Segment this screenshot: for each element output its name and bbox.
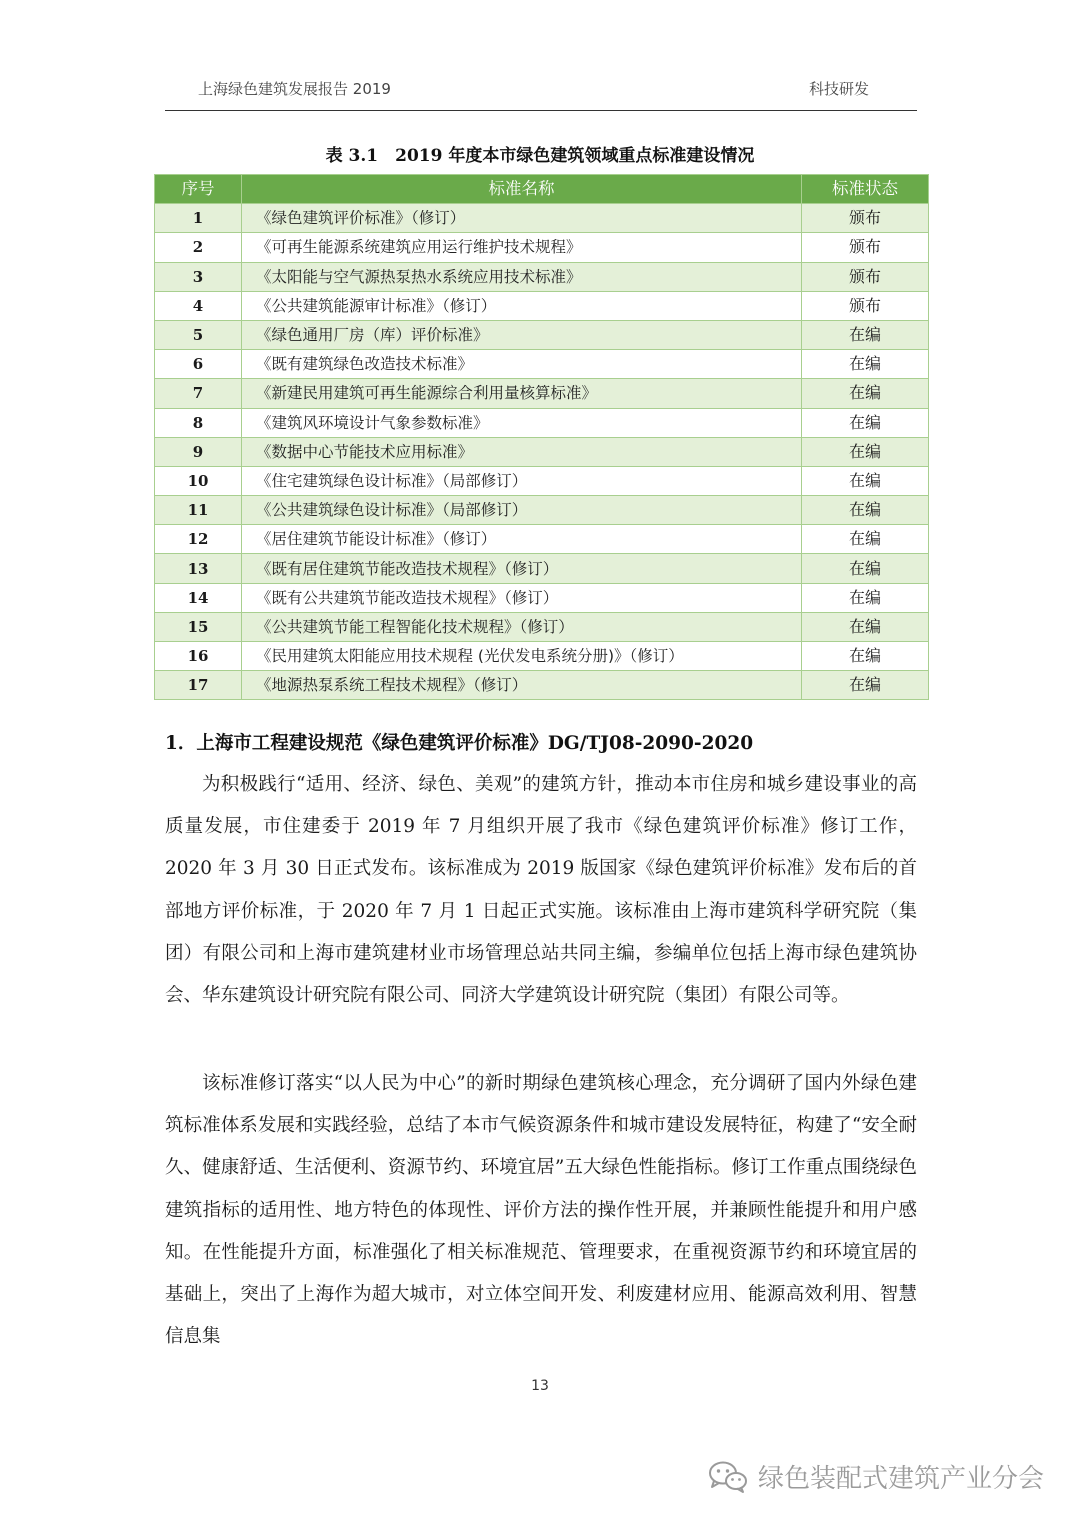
standard-status: 在编 bbox=[802, 350, 929, 379]
table-row bbox=[155, 204, 929, 233]
table-row bbox=[155, 466, 929, 495]
wechat-icon bbox=[708, 1460, 748, 1494]
table-row bbox=[155, 291, 929, 320]
standard-name: 《数据中心节能技术应用标准》 bbox=[242, 437, 802, 466]
body-paragraph: 该标准修订落实“以人民为中心”的新时期绿色建筑核心理念，充分调研了国内外绿色建筑标准体系发展和实践经验，总结了本市气候资源条件和城市建设发展特征，构建了“安全耐久、健康舒适、生活便利、资源节约、环境宜居”五大绿色性能指标。修订工作重点围绕绿色建筑指标的适用性、地方特色的体现性、评价方法的操作性开展，并兼顾性能提升和用户感知。在性能提升方面，标准强化了相关标准规范、管理要求，在重视资源节约和环境宜居的基础上，突出了上海作为超大城市，对立体空间开发、利废建材应用、能源高效利用、智慧信息集 bbox=[165, 1073, 917, 1348]
row-number: 8 bbox=[155, 408, 242, 437]
row-number: 4 bbox=[155, 291, 242, 320]
standard-status: 在编 bbox=[802, 437, 929, 466]
standard-name: 《既有公共建筑节能改造技术规程》（修订） bbox=[242, 583, 802, 612]
table-row bbox=[155, 408, 929, 437]
standards-table bbox=[154, 174, 929, 700]
table-row bbox=[155, 642, 929, 671]
row-number: 9 bbox=[155, 437, 242, 466]
table-row bbox=[155, 262, 929, 291]
standard-status: 在编 bbox=[802, 408, 929, 437]
table-row bbox=[155, 320, 929, 349]
table-row bbox=[155, 554, 929, 583]
row-number: 1 bbox=[155, 204, 242, 233]
row-number: 11 bbox=[155, 496, 242, 525]
column-header-number: 序号 bbox=[155, 175, 242, 204]
column-header-name: 标准名称 bbox=[242, 175, 802, 204]
standard-name: 《绿色建筑评价标准》（修订） bbox=[242, 204, 802, 233]
row-number: 10 bbox=[155, 466, 242, 495]
table-row bbox=[155, 525, 929, 554]
standard-name: 《可再生能源系统建筑应用运行维护技术规程》 bbox=[242, 233, 802, 262]
standard-name: 《民用建筑太阳能应用技术规程 (光伏发电系统分册)》（修订） bbox=[242, 642, 802, 671]
standard-status: 在编 bbox=[802, 671, 929, 700]
standard-name: 《既有居住建筑节能改造技术规程》（修订） bbox=[242, 554, 802, 583]
table-row bbox=[155, 233, 929, 262]
row-number: 5 bbox=[155, 320, 242, 349]
standard-status: 在编 bbox=[802, 320, 929, 349]
standard-status: 在编 bbox=[802, 612, 929, 641]
standard-status: 在编 bbox=[802, 496, 929, 525]
standard-name: 《居住建筑节能设计标准》（修订） bbox=[242, 525, 802, 554]
standard-status: 颁布 bbox=[802, 233, 929, 262]
table-row bbox=[155, 612, 929, 641]
standard-name: 《既有建筑绿色改造技术标准》 bbox=[242, 350, 802, 379]
row-number: 12 bbox=[155, 525, 242, 554]
standard-name: 《住宅建筑绿色设计标准》（局部修订） bbox=[242, 466, 802, 495]
row-number: 7 bbox=[155, 379, 242, 408]
standard-status: 颁布 bbox=[802, 204, 929, 233]
watermark-text: 绿色装配式建筑产业分会 bbox=[757, 1464, 1044, 1494]
standard-status: 在编 bbox=[802, 525, 929, 554]
standard-name: 《绿色通用厂房（库）评价标准》 bbox=[242, 320, 802, 349]
table-row bbox=[155, 379, 929, 408]
row-number: 6 bbox=[155, 350, 242, 379]
page-number: 13 bbox=[531, 1378, 549, 1394]
standard-status: 在编 bbox=[802, 466, 929, 495]
row-number: 17 bbox=[155, 671, 242, 700]
row-number: 3 bbox=[155, 262, 242, 291]
standard-status: 在编 bbox=[802, 379, 929, 408]
table-row bbox=[155, 583, 929, 612]
standard-name: 《新建民用建筑可再生能源综合利用量核算标准》 bbox=[242, 379, 802, 408]
table-row bbox=[155, 350, 929, 379]
standard-name: 《公共建筑能源审计标准》（修订） bbox=[242, 291, 802, 320]
section-heading: 1．上海市工程建设规范《绿色建筑评价标准》DG/TJ08-2090-2020 bbox=[165, 733, 754, 754]
header-report-title: 上海绿色建筑发展报告 2019 bbox=[198, 80, 391, 98]
standard-name: 《建筑风环境设计气象参数标准》 bbox=[242, 408, 802, 437]
standard-status: 颁布 bbox=[802, 262, 929, 291]
row-number: 16 bbox=[155, 642, 242, 671]
header-section-name: 科技研发 bbox=[808, 80, 869, 98]
standard-name: 《地源热泵系统工程技术规程》（修订） bbox=[242, 671, 802, 700]
table-row bbox=[155, 437, 929, 466]
row-number: 2 bbox=[155, 233, 242, 262]
standard-name: 《太阳能与空气源热泵热水系统应用技术标准》 bbox=[242, 262, 802, 291]
page-header bbox=[165, 74, 917, 111]
column-header-status: 标准状态 bbox=[802, 175, 929, 204]
standard-name: 《公共建筑绿色设计标准》（局部修订） bbox=[242, 496, 802, 525]
row-number: 13 bbox=[155, 554, 242, 583]
standard-status: 在编 bbox=[802, 583, 929, 612]
watermark bbox=[708, 1458, 1044, 1495]
standard-status: 颁布 bbox=[802, 291, 929, 320]
row-number: 15 bbox=[155, 612, 242, 641]
standard-status: 在编 bbox=[802, 642, 929, 671]
table-caption: 表 3.1 2019 年度本市绿色建筑领域重点标准建设情况 bbox=[325, 146, 755, 166]
table-row bbox=[155, 671, 929, 700]
standard-status: 在编 bbox=[802, 554, 929, 583]
standard-name: 《公共建筑节能工程智能化技术规程》（修订） bbox=[242, 612, 802, 641]
body-paragraph: 为积极践行“适用、经济、绿色、美观”的建筑方针，推动本市住房和城乡建设事业的高质量发展，市住建委于 2019 年 7 月组织开展了我市《绿色建筑评价标准》修订工作，2020 年 3 月 30 日正式发布。该标准成为 2019 版国家《绿色建筑评价标准》发布后的首部地方评价标准，于 2020 年 7 月 1 日起正式实施。该标准由上海市建筑科学研究院（集团）有限公司和上海市建筑建材业市场管理总站共同主编，参编单位包括上海市绿色建筑协会、华东建筑设计研究院有限公司、同济大学建筑设计研究院（集团）有限公司等。 bbox=[165, 774, 917, 1007]
row-number: 14 bbox=[155, 583, 242, 612]
table-row bbox=[155, 496, 929, 525]
table-header-row bbox=[155, 175, 929, 204]
